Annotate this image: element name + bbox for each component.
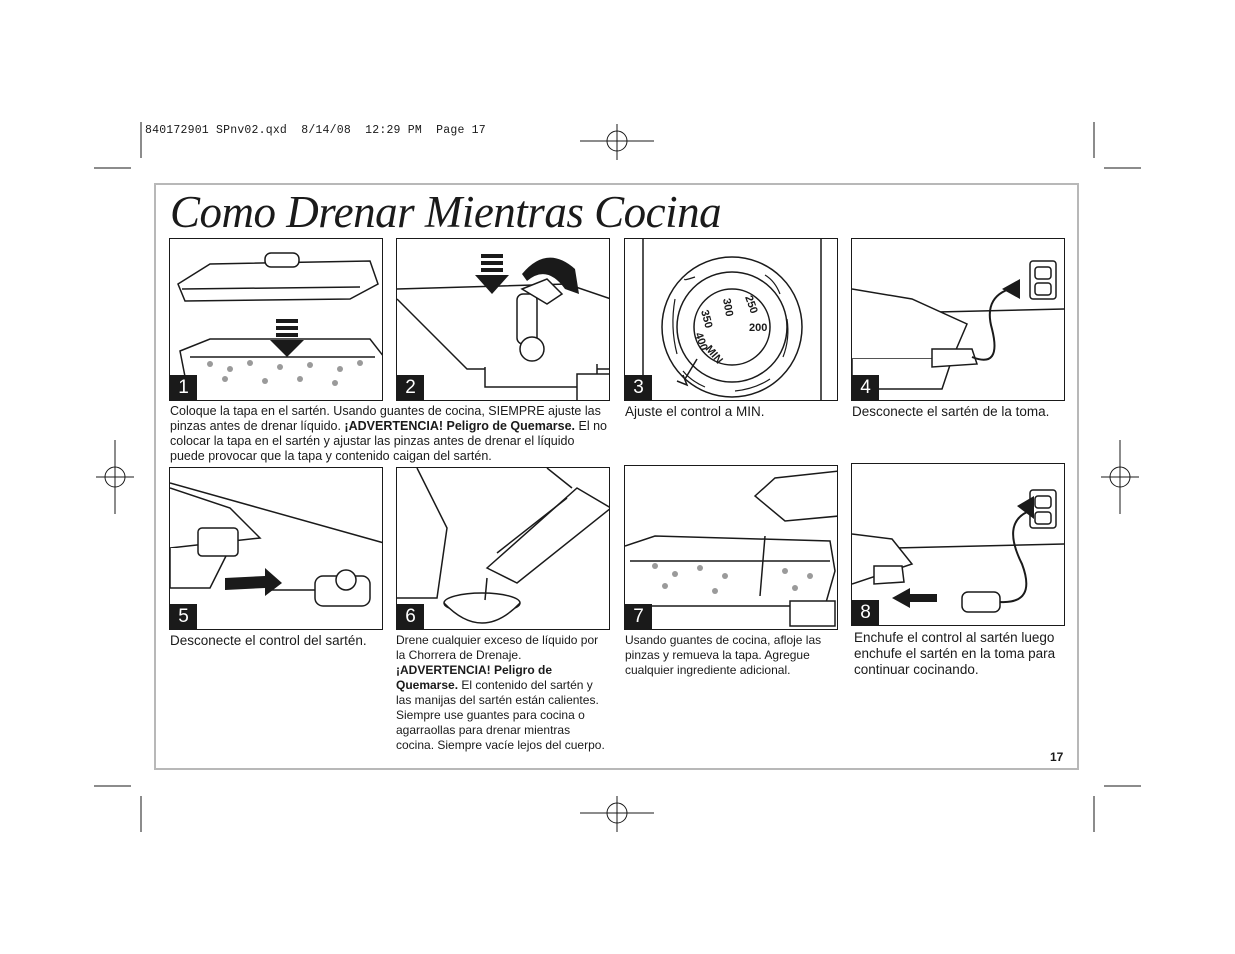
dial-label-min: MIN xyxy=(702,343,725,367)
lid-on-pan-illustration xyxy=(170,239,383,401)
step-6-panel xyxy=(396,467,610,630)
step-3-number: 3 xyxy=(625,375,652,400)
remove-control-illustration xyxy=(170,468,383,630)
step-7-caption: Usando guantes de cocina, afloje las pinzas y remueva la tapa. Agregue cualquier ingrediente adicional. xyxy=(625,633,822,677)
step-7-number: 7 xyxy=(625,604,652,629)
step-3-panel xyxy=(624,238,838,401)
add-ingredient-illustration xyxy=(625,466,838,630)
dial-label-300: 300 xyxy=(720,297,736,318)
dial-label-200: 200 xyxy=(749,322,768,334)
dial-label-400: 400 xyxy=(692,330,710,353)
step-8-number: 8 xyxy=(852,600,879,625)
step-4-number: 4 xyxy=(852,375,879,400)
dial-label-250: 250 xyxy=(742,293,760,316)
dial-label-350: 350 xyxy=(698,308,715,330)
temperature-dial-illustration xyxy=(625,239,838,401)
step-5-number: 5 xyxy=(170,604,197,629)
step-2-panel xyxy=(396,238,610,401)
step-3-caption: Ajuste el control a MIN. xyxy=(625,404,765,419)
step-5-panel xyxy=(169,467,383,630)
unplug-from-outlet-illustration xyxy=(852,239,1065,401)
step-8-caption: Enchufe el control al sartén luego enchufe el sartén en la toma para continuar cocinando. xyxy=(854,630,1056,677)
step-1-2-caption: Coloque la tapa en el sartén. Usando guantes de cocina, SIEMPRE ajuste las pinzas antes de drenar líquido. ¡ADVERTENCIA! Peligro de Quemarse. El no colocar la tapa en el sartén y ajustar las pinzas antes de drenar el líquido puede provocar que la tapa y contenido caigan del sartén. xyxy=(170,404,607,463)
step-1-panel xyxy=(169,238,383,401)
clip-handle-illustration xyxy=(397,239,610,401)
step-2-number: 2 xyxy=(397,375,424,400)
step-4-caption: Desconecte el sartén de la toma. xyxy=(852,404,1050,419)
step-8-panel xyxy=(851,463,1065,626)
step-7-panel xyxy=(624,465,838,630)
page-title: Como Drenar Mientras Cocina xyxy=(170,187,722,237)
step-6-number: 6 xyxy=(397,604,424,629)
file-slug-line: 840172901 SPnv02.qxd 8/14/08 12:29 PM Page 17 xyxy=(145,124,486,137)
step-4-panel xyxy=(851,238,1065,401)
step-6-caption: Drene cualquier exceso de líquido por la Chorrera de Drenaje. ¡ADVERTENCIA! Peligro de Quemarse. El contenido del sartén y las manijas del sartén están calientes. Siempre use guantes para cocina o agarraollas para drenar mientras cocina. Siempre vacíe lejos del cuerpo. xyxy=(396,633,605,752)
pour-liquid-illustration xyxy=(397,468,610,630)
step-5-caption: Desconecte el control del sartén. xyxy=(170,633,367,648)
page-number: 17 xyxy=(1050,750,1064,764)
plug-in-illustration xyxy=(852,464,1065,626)
step-1-number: 1 xyxy=(170,375,197,400)
